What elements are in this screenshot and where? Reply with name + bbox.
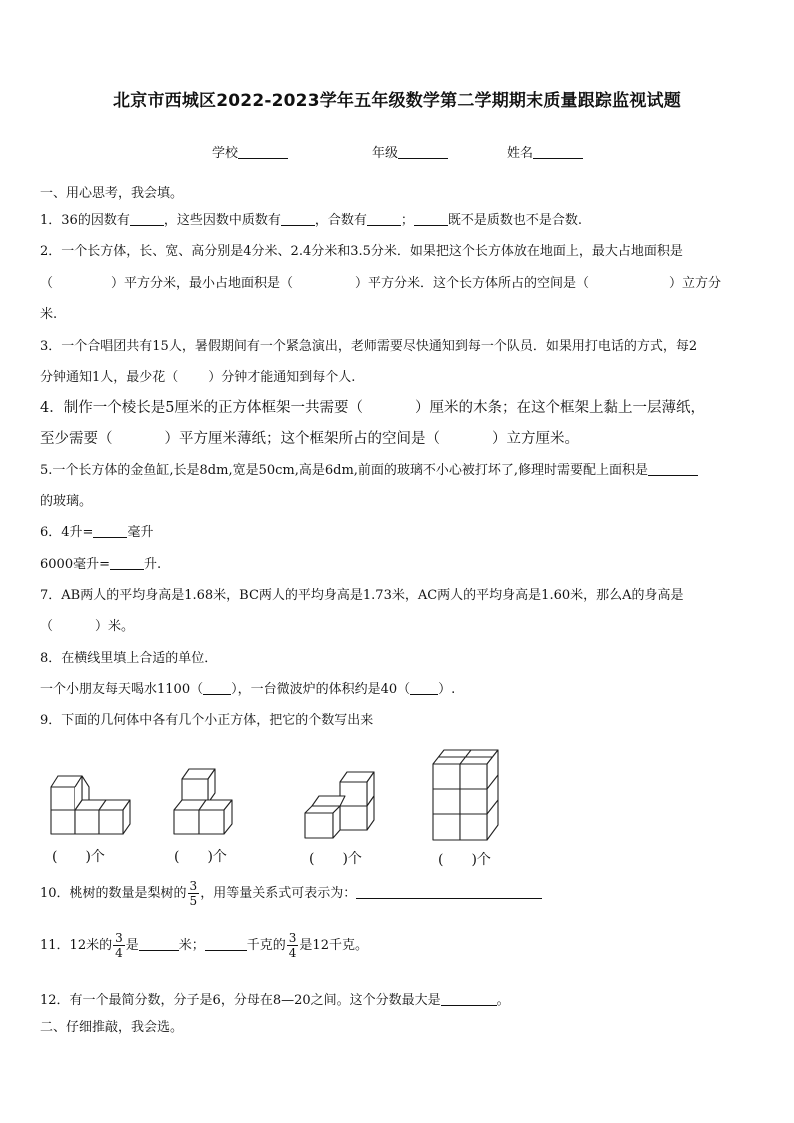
q2-text-d: ）立方分 (669, 276, 722, 291)
q11-text-d: 千克的 (246, 938, 286, 953)
cube-answer-3[interactable]: ( )个 (309, 851, 362, 867)
q1-text-c: ，合数有 (314, 213, 367, 228)
q11-numerator-1: 3 (115, 931, 123, 945)
section-1-heading: 一、用心思考，我会填。 (40, 186, 184, 201)
q5-text-a: 5.一个长方体的金鱼缸,长是8dm,宽是50cm,高是6dm,前面的玻璃不小心被打坏了,修理时需要配上面积是 (40, 463, 649, 478)
q1-text-b: ，这些因数中质数有 (163, 213, 281, 228)
question-8-line-1: 8．在横线里填上合适的单位． (40, 651, 218, 666)
cube-answer-4[interactable]: ( )个 (438, 852, 491, 868)
question-2-line-1: 2．一个长方体，长、宽、高分别是4分米、2.4分米和3.5分米．如果把这个长方体放在地面上，最大占地面积是 (40, 244, 683, 259)
school-label: 学校 (212, 146, 239, 161)
q2-text-a: （ (40, 276, 54, 291)
q1-text-d: ； (400, 213, 414, 228)
q12-text-b: 。 (496, 993, 510, 1008)
q3-text-a: 分钟通知1人，最少花（ (40, 370, 179, 385)
q4-text-c: 至少需要（ (40, 431, 113, 447)
q10-denominator: 5 (189, 894, 198, 908)
q11-text-b: 是 (125, 938, 139, 953)
question-10 (40, 880, 542, 907)
q6-text-a: 6．4升= (40, 525, 94, 540)
q11-text-a: 11．12米的 (40, 938, 113, 953)
q10-numerator: 3 (189, 879, 198, 893)
q6-text-c: 6000毫升= (40, 557, 110, 572)
q10-fraction (188, 880, 200, 907)
cube-figure-2 (174, 769, 232, 834)
q4-text-a: 4．制作一个棱长是5厘米的正方体框架一共需要（ (40, 400, 363, 416)
q11-denominator-2: 4 (288, 946, 297, 960)
question-3-line-1: 3．一个合唱团共有15人，暑假期间有一个紧急演出，老师需要尽快通知到每一个队员．如果用打电话的方式，每2 (40, 339, 698, 354)
q10-text-a: 10．桃树的数量是梨树的 (40, 886, 187, 901)
question-7-line-1: 7．AB两人的平均身高是1.68米，BC两人的平均身高是1.73米，AC两人的平均身高是1.60米，那么A的身高是 (40, 588, 684, 603)
q11-blank-1[interactable] (139, 937, 179, 951)
section-2-heading: 二、仔细推敲，我会选。 (40, 1020, 184, 1035)
q11-numerator-2: 3 (288, 931, 297, 945)
q11-fraction-1 (113, 932, 125, 959)
q11-denominator-1: 4 (115, 946, 123, 960)
q11-fraction-2 (287, 932, 299, 959)
page-title: 北京市西城区2022-2023学年五年级数学第二学期期末质量跟踪监视试题 (113, 91, 681, 111)
q11-text-c: 米； (178, 938, 205, 953)
q2-text-b: ）平方分米，最小占地面积是（ (111, 276, 294, 291)
q11-text-e: 是12千克。 (299, 938, 368, 953)
q4-text-d: ）平方厘米薄纸；这个框架所占的空间是（ (164, 431, 440, 447)
question-2-line-3: 米. (40, 307, 58, 322)
question-9-line-1: 9．下面的几何体中各有几个小正方体，把它的个数写出来 (40, 713, 374, 728)
cube-figure-4 (433, 750, 498, 840)
q8-text-a: 一个小朋友每天喝水1100（ (40, 682, 204, 697)
question-12 (40, 989, 510, 1008)
cube-figure-3 (305, 772, 374, 838)
q4-text-e: ）立方厘米。 (492, 431, 579, 447)
q8-text-c: ）. (438, 682, 456, 697)
name-label: 姓名 (507, 146, 534, 161)
q1-text-a: 1．36的因数有 (40, 213, 130, 228)
q3-text-b: ）分钟才能通知到每个人. (208, 370, 356, 385)
q8-text-b: ），一台微波炉的体积约是40（ (231, 682, 411, 697)
q10-text-b: ，用等量关系式可表示为： (200, 886, 357, 901)
q12-blank[interactable] (441, 992, 497, 1006)
q7-text-a: （ (40, 619, 54, 634)
cube-answer-2[interactable]: ( )个 (174, 849, 227, 865)
q7-text-b: ）米。 (95, 619, 135, 634)
q2-text-c: ）平方分米．这个长方体所占的空间是（ (355, 276, 590, 291)
cube-answer-1[interactable]: ( )个 (52, 849, 105, 865)
question-11 (40, 932, 368, 959)
q12-text-a: 12．有一个最简分数，分子是6，分母在8—20之间。这个分数最大是 (40, 993, 441, 1008)
grade-label: 年级 (372, 146, 399, 161)
q4-text-b: ）厘米的木条；在这个框架上黏上一层薄纸， (414, 400, 705, 416)
q1-text-e: 既不是质数也不是合数. (447, 213, 583, 228)
q10-blank[interactable] (356, 885, 542, 899)
cube-figure-1 (51, 776, 130, 834)
q6-text-b: 毫升 (127, 525, 154, 540)
q11-blank-2[interactable] (205, 937, 247, 951)
question-5-line-2: 的玻璃。 (40, 494, 93, 509)
q6-text-d: 升. (143, 557, 162, 572)
